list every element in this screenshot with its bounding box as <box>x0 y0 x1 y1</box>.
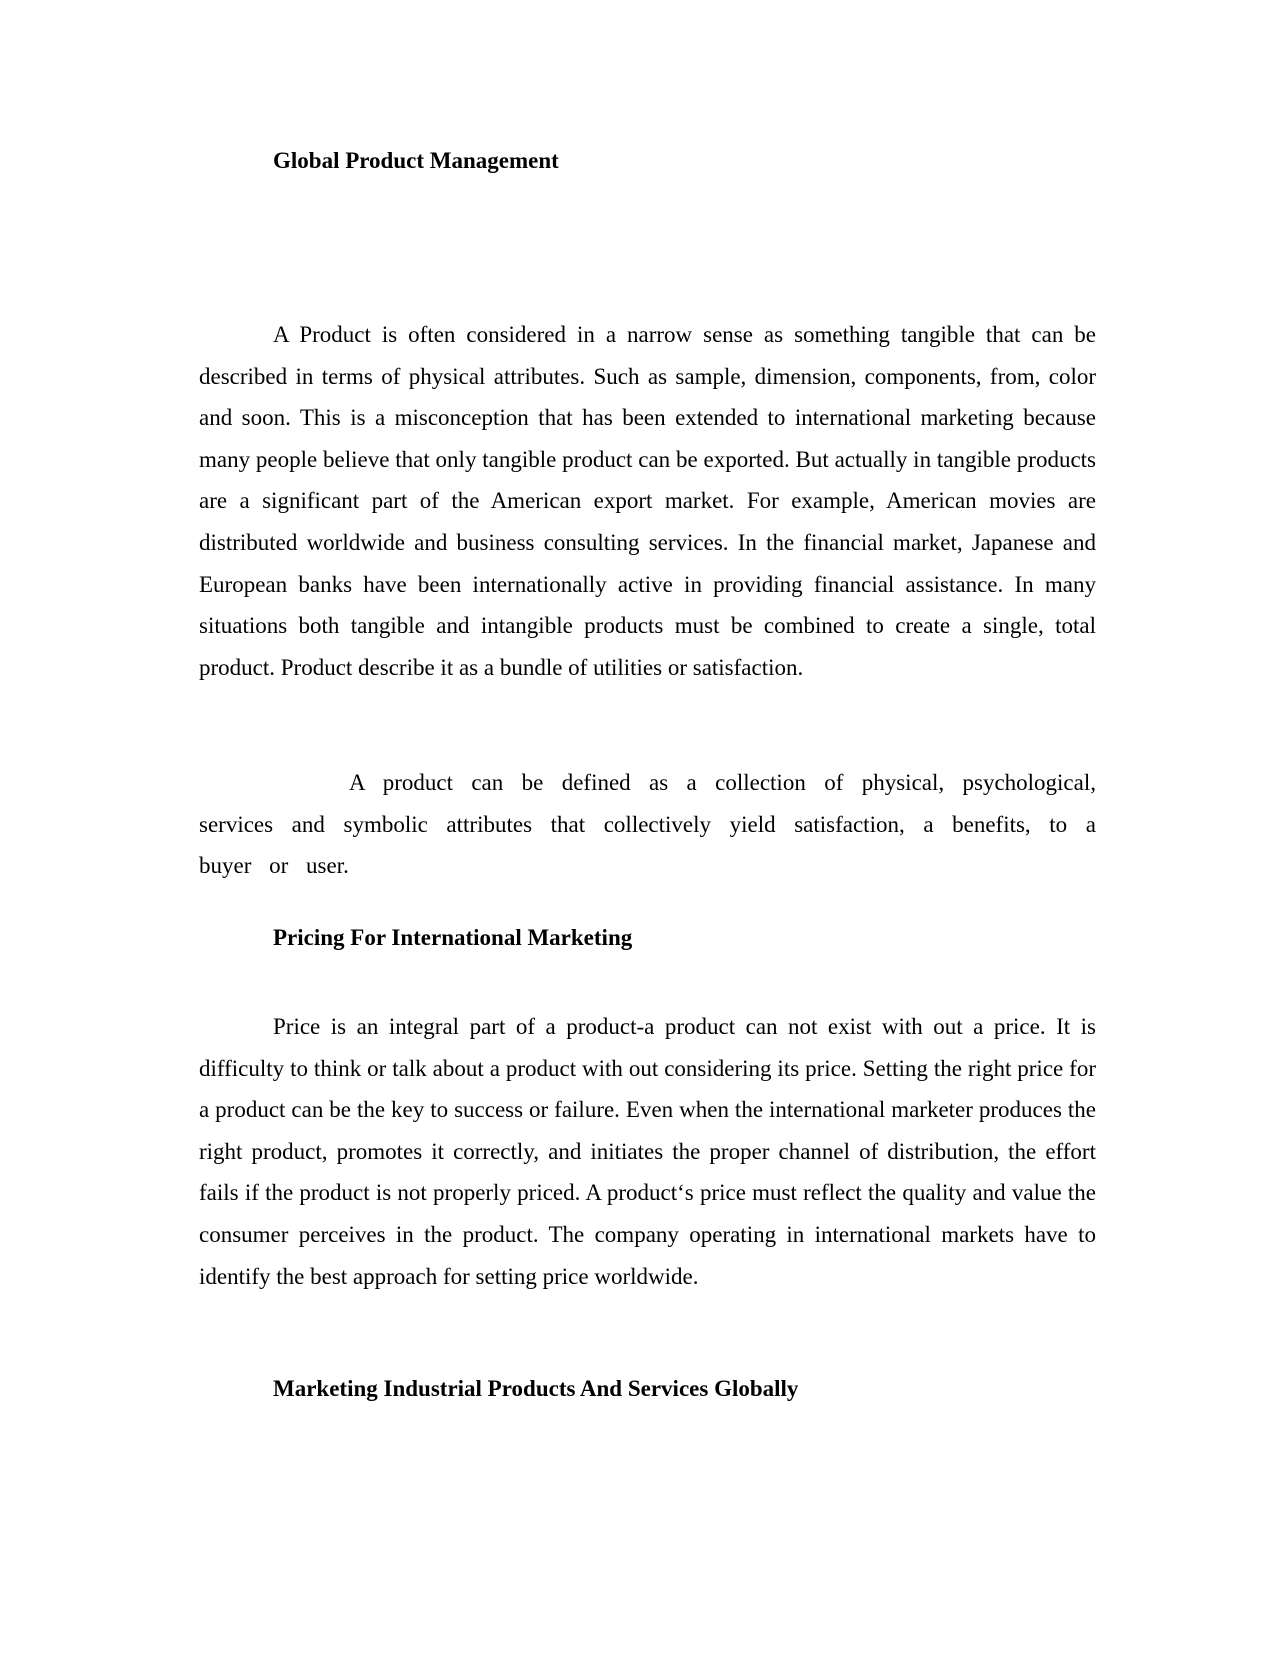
section-heading-pricing-international-marketing: Pricing For International Marketing <box>273 925 633 950</box>
section-heading-marketing-industrial-products: Marketing Industrial Products And Services Globally <box>273 1376 799 1401</box>
section-heading-global-product-management: Global Product Management <box>273 148 559 173</box>
paragraph-product-collection: A product can be defined as a collection of physical, psychological, services and symbolic attributes that collectively yield satisfaction, a benefits, to a buyer or user. <box>199 770 1096 879</box>
paragraph-pricing: Price is an integral part of a product-a product can not exist with out a price. It is difficulty to think or talk about a product with out considering its price. Setting the right price for a product can be the key to success or failure. Even when the international marketer produces the right product, promotes it correctly, and initiates the proper channel of distribution, the effort fails if the product is not properly priced. A product‘s price must reflect the quality and value the consumer perceives in the product. The company operating in international markets have to identify the best approach for setting price worldwide. <box>199 1014 1096 1289</box>
paragraph-product-definition: A Product is often considered in a narrow sense as something tangible that can be described in terms of physical attributes. Such as sample, dimension, components, from, color and soon. This is a misconception that has been extended to international marketing because many people believe that only tangible product can be exported. But actually in tangible products are a significant part of the American export market. For example, American movies are distributed worldwide and business consulting services. In the financial market, Japanese and European banks have been internationally active in providing financial assistance. In many situations both tangible and intangible products must be combined to create a single, total product. Product describe it as a bundle of utilities or satisfaction. <box>199 322 1096 680</box>
